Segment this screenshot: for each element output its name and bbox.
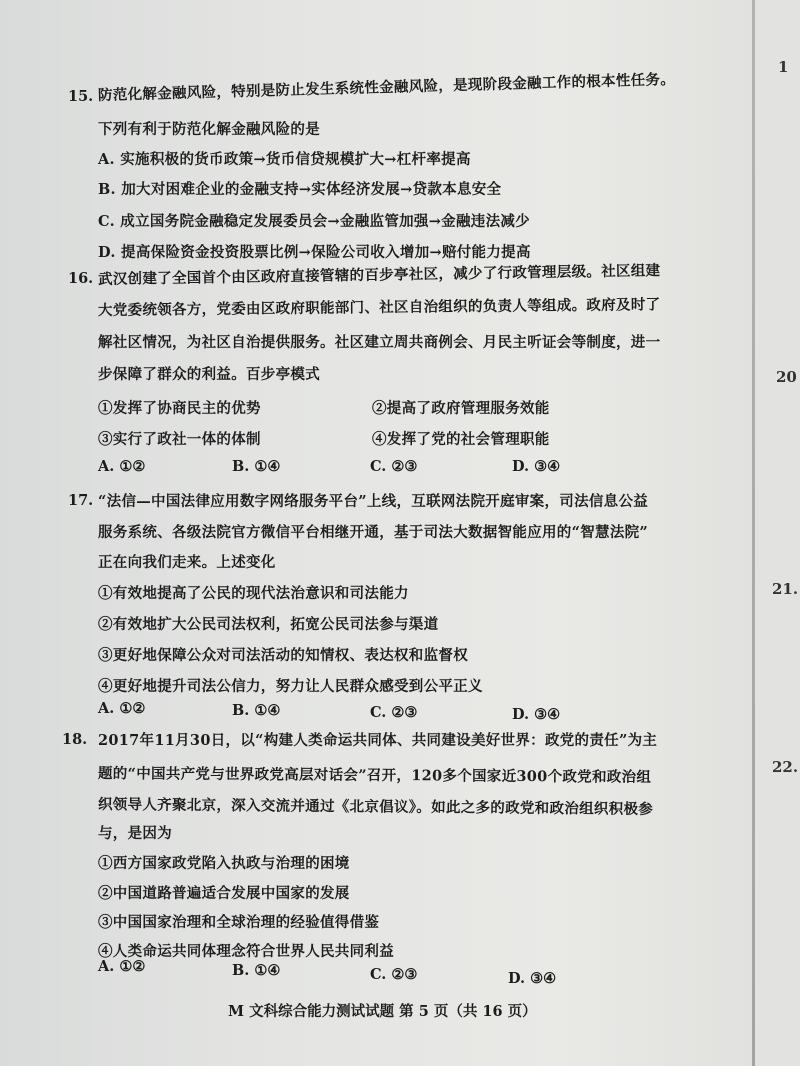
edge-number: 21. bbox=[772, 580, 799, 598]
choice-c: C. ②③ bbox=[370, 458, 418, 475]
next-page-edge bbox=[755, 0, 800, 1066]
question-number: 18. bbox=[62, 731, 88, 748]
choice-c: C. ②③ bbox=[370, 966, 418, 983]
statement: ①发挥了协商民主的优势 bbox=[98, 400, 261, 417]
question-number: 17. bbox=[68, 492, 94, 509]
choice-a: A. ①② bbox=[98, 458, 146, 475]
question-stem: 武汉创建了全国首个由区政府直接管辖的百步亭社区，减少了行政管理层级。社区组建 bbox=[97, 262, 661, 288]
choice-a: A. ①② bbox=[98, 700, 146, 717]
question-stem: “法信—中国法律应用数字网络服务平台”上线，互联网法院开庭审案，司法信息公益 bbox=[98, 493, 649, 510]
option-a: A. 实施积极的货币政策→货币信贷规模扩大→杠杆率提高 bbox=[98, 151, 471, 168]
statement: ③中国国家治理和全球治理的经验值得借鉴 bbox=[98, 914, 380, 931]
question-stem: 服务系统、各级法院官方微信平台相继开通，基于司法大数据智能应用的“智慧法院” bbox=[98, 524, 649, 541]
question-stem: 与，是因为 bbox=[98, 825, 172, 842]
question-stem: 题的“中国共产党与世界政党高层对话会”召开，120多个国家近300个政党和政治组 bbox=[97, 765, 652, 786]
choice-b: B. ①④ bbox=[232, 458, 281, 475]
statement: ④人类命运共同体理念符合世界人民共同利益 bbox=[98, 943, 394, 960]
statement: ④发挥了党的社会管理职能 bbox=[372, 431, 550, 448]
statement: ④更好地提升司法公信力，努力让人民群众感受到公平正义 bbox=[98, 678, 483, 695]
statement: ②提高了政府管理服务效能 bbox=[372, 400, 550, 417]
page-footer: M 文科综合能力测试试题 第 5 页（共 16 页） bbox=[228, 1003, 537, 1020]
choice-c: C. ②③ bbox=[370, 704, 418, 721]
question-stem: 防范化解金融风险，特别是防止发生系统性金融风险，是现阶段金融工作的根本性任务。 bbox=[97, 70, 676, 104]
page-fold bbox=[752, 0, 755, 1066]
choice-a: A. ①② bbox=[98, 958, 146, 975]
edge-number: 20 bbox=[776, 368, 797, 386]
choice-d: D. ③④ bbox=[512, 458, 561, 475]
option-d: D. 提高保险资金投资股票比例→保险公司收入增加→赔付能力提高 bbox=[98, 244, 531, 261]
statement: ①有效地提高了公民的现代法治意识和司法能力 bbox=[98, 585, 409, 602]
question-stem: 步保障了群众的利益。百步亭模式 bbox=[98, 366, 320, 383]
statement: ②有效地扩大公民司法权利，拓宽公民司法参与渠道 bbox=[98, 616, 439, 633]
question-stem: 解社区情况，为社区自治提供服务。社区建立周共商例会、月民主听证会等制度，进一 bbox=[98, 334, 661, 351]
option-c: C. 成立国务院金融稳定发展委员会→金融监管加强→金融违法减少 bbox=[98, 213, 530, 230]
question-stem: 正在向我们走来。上述变化 bbox=[98, 554, 276, 571]
statement: ③实行了政社一体的体制 bbox=[98, 431, 261, 448]
question-stem: 下列有利于防范化解金融风险的是 bbox=[98, 121, 320, 138]
option-b: B. 加大对困难企业的金融支持→实体经济发展→贷款本息安全 bbox=[98, 181, 502, 198]
question-number: 15. bbox=[68, 88, 94, 105]
question-number: 16. bbox=[68, 270, 94, 287]
statement: ①西方国家政党陷入执政与治理的困境 bbox=[98, 855, 350, 872]
choice-d: D. ③④ bbox=[508, 970, 557, 987]
choice-b: B. ①④ bbox=[232, 962, 281, 979]
choice-d: D. ③④ bbox=[512, 706, 561, 723]
question-stem: 织领导人齐聚北京，深入交流并通过《北京倡议》。如此之多的政党和政治组织积极参 bbox=[97, 796, 654, 818]
question-stem: 2017年11月30日，以“构建人类命运共同体、共同建设美好世界：政党的责任”为主 bbox=[98, 732, 658, 749]
statement: ②中国道路普遍适合发展中国家的发展 bbox=[98, 885, 350, 902]
edge-number: 1 bbox=[778, 58, 789, 76]
statement: ③更好地保障公众对司法活动的知情权、表达权和监督权 bbox=[98, 647, 468, 664]
edge-number: 22. bbox=[772, 758, 799, 776]
question-stem: 大党委统领各方，党委由区政府职能部门、社区自治组织的负责人等组成。政府及时了 bbox=[97, 296, 661, 319]
choice-b: B. ①④ bbox=[232, 702, 281, 719]
